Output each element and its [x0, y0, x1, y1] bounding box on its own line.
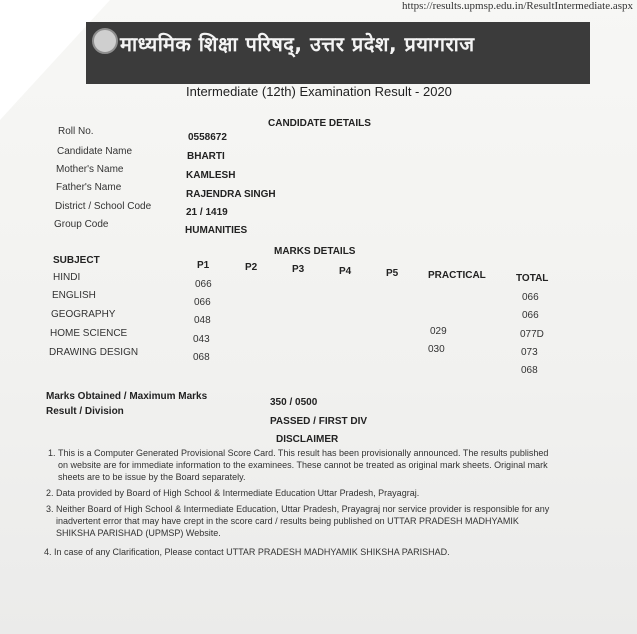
candidate-name-value: BHARTI — [187, 151, 225, 162]
group-code-label: Group Code — [54, 219, 109, 230]
disclaimer-title: DISCLAIMER — [276, 434, 339, 445]
candidate-section-title: CANDIDATE DETAILS — [268, 118, 371, 129]
result-label: Result / Division — [46, 406, 124, 417]
roll-no-label: Roll No. — [58, 126, 94, 137]
exam-title: Intermediate (12th) Examination Result - 2020 — [186, 84, 452, 99]
disclaimer-item: 3. Neither Board of High School & Intermediate Education, Uttar Pradesh, Prayagraj nor service provider is responsible for any inadvertent error that may have crept in the score card / results being published on UTTAR PRADESH MADHYAMIK SHIKSHA PARISHAD (UPMSP) Website. — [46, 504, 550, 538]
group-code-value: HUMANITIES — [185, 225, 248, 236]
subject-cell: GEOGRAPHY — [51, 309, 116, 320]
total-cell: 066 — [522, 292, 539, 303]
subject-cell: ENGLISH — [52, 290, 96, 301]
marks-obtained-value: 350 / 0500 — [270, 397, 318, 408]
mother-name-label: Mother's Name — [56, 164, 124, 175]
practical-header: PRACTICAL — [428, 270, 486, 281]
total-cell: 068 — [521, 365, 538, 376]
p4-header: P4 — [339, 266, 352, 277]
p1-cell: 068 — [193, 352, 210, 363]
page-url: https://results.upmsp.edu.in/ResultIntermediate.aspx — [402, 0, 633, 12]
practical-cell: 029 — [430, 326, 447, 337]
total-cell: 066 — [522, 310, 539, 321]
p1-cell: 066 — [194, 297, 211, 308]
district-label: District / School Code — [55, 201, 152, 212]
marks-section-title: MARKS DETAILS — [274, 246, 356, 257]
roll-no-value: 0558672 — [188, 132, 227, 143]
disclaimer-item: 1. This is a Computer Generated Provisional Score Card. This result has been provisionally announced. The results published on website are for immediate information to the examinees. These cannot be treated as original mark sheets. Original mark sheets are to be issue by the Board separately. — [48, 448, 549, 482]
total-cell: 073 — [521, 347, 538, 358]
subject-cell: DRAWING DESIGN — [49, 347, 139, 358]
practical-cell: 030 — [428, 344, 445, 355]
board-logo-icon — [92, 28, 118, 54]
subject-header: SUBJECT — [53, 255, 100, 266]
board-banner — [86, 22, 590, 84]
p1-cell: 048 — [194, 315, 211, 326]
father-name-value: RAJENDRA SINGH — [186, 189, 276, 200]
disclaimer-item: 2. Data provided by Board of High School & Intermediate Education Uttar Pradesh, Prayagraj. — [46, 488, 420, 498]
marks-obtained-label: Marks Obtained / Maximum Marks — [46, 391, 208, 402]
result-value: PASSED / FIRST DIV — [270, 416, 368, 427]
subject-cell: HINDI — [53, 272, 81, 283]
candidate-name-label: Candidate Name — [57, 146, 133, 157]
p2-header: P2 — [245, 262, 258, 273]
district-value: 21 / 1419 — [186, 207, 228, 218]
total-cell: 077D — [520, 329, 544, 340]
p1-cell: 066 — [195, 279, 212, 290]
subject-cell: HOME SCIENCE — [50, 328, 128, 339]
p3-header: P3 — [292, 264, 305, 275]
mother-name-value: KAMLESH — [186, 170, 236, 181]
father-name-label: Father's Name — [56, 182, 122, 193]
disclaimer-item: 4. In case of any Clarification, Please contact UTTAR PRADESH MADHYAMIK SHIKSHA PARISHAD. — [44, 547, 450, 557]
p1-header: P1 — [197, 260, 210, 271]
board-name: माध्यमिक शिक्षा परिषद्, उत्तर प्रदेश, प्रयागराज — [120, 32, 475, 56]
p1-cell: 043 — [193, 334, 210, 345]
total-header: TOTAL — [516, 273, 549, 284]
p5-header: P5 — [386, 268, 399, 279]
